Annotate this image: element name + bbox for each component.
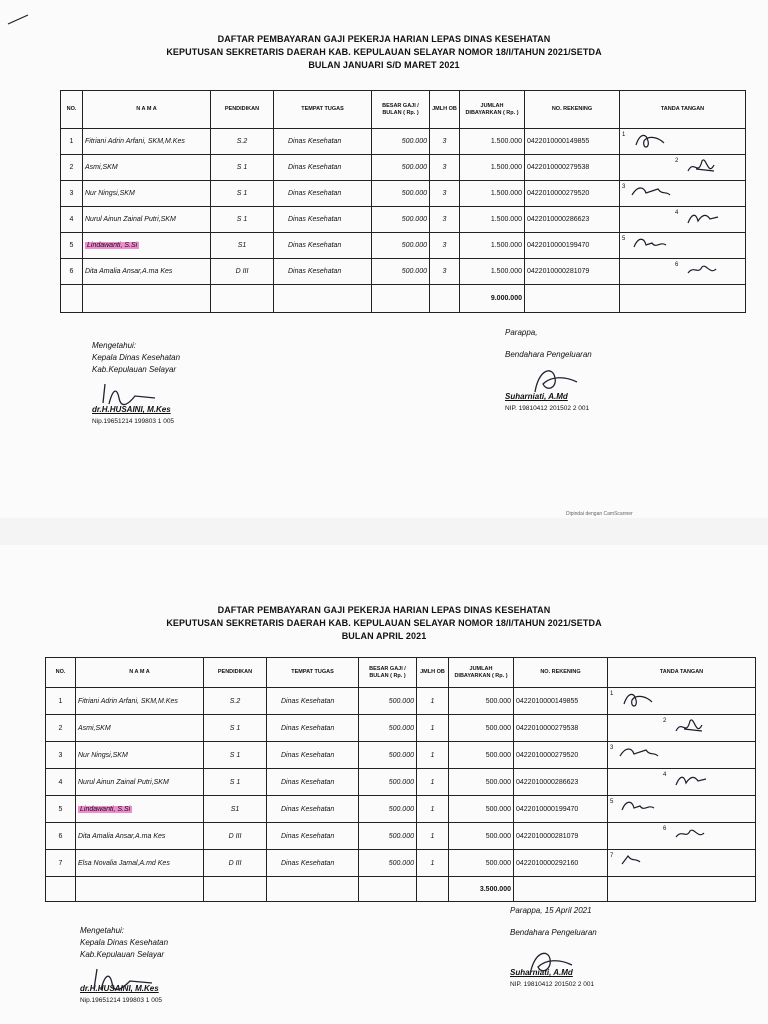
table-row [61,155,746,181]
cell-rekening: 0422010000279538 [525,155,620,181]
signature-scribble [684,209,728,227]
cell-signature [620,155,746,181]
cell-jumlah: 500.000 [449,769,514,796]
cell-nama: Nur Ningsi,SKM [76,742,204,769]
title-line-2: KEPUTUSAN SEKRETARIS DAERAH KAB. KEPULAUAN SELAYAR NOMOR 18/I/TAHUN 2021/SETDA [166,618,602,628]
cell-jmlh-ob: 3 [430,233,460,259]
cell-rekening: 0422010000149855 [525,129,620,155]
cell-rekening: 0422010000279520 [525,181,620,207]
cell-pendidikan: S 1 [204,742,267,769]
sheet2-title [0,604,768,643]
cell-jumlah: 500.000 [449,796,514,823]
cell-no: 5 [61,233,83,259]
cell-nama: Nurul Ainun Zainal Putri,SKM [76,769,204,796]
cell-jmlh-ob: 1 [417,796,449,823]
table-row [46,823,756,850]
cell-jmlh-ob: 3 [430,155,460,181]
cell-signature [620,207,746,233]
signature-scribble [672,771,716,789]
cell-tempat: Dinas Kesehatan [267,769,359,796]
cell-besar-gaji: 500.000 [359,715,417,742]
cell-nama: Asmi,SKM [83,155,211,181]
cell-rekening: 0422010000279538 [514,715,608,742]
table-row [46,796,756,823]
header-tempat: TEMPAT TUGAS [267,658,359,688]
cell-rekening: 0422010000199470 [525,233,620,259]
signature-scribble [684,261,728,279]
cell-jmlh-ob: 1 [417,850,449,877]
cell-pendidikan: S1 [204,796,267,823]
cell-nama [76,796,204,823]
pen-mark [6,12,32,28]
cell-signature [608,823,756,850]
cell-besar-gaji: 500.000 [359,850,417,877]
cell-no: 1 [61,129,83,155]
cell-nama: Nur Ningsi,SKM [83,181,211,207]
signature-number: 2 [663,718,667,724]
cell-besar-gaji: 500.000 [359,823,417,850]
cell-besar-gaji: 500.000 [372,207,430,233]
payment-sheet-april [0,545,768,1024]
cell-jmlh-ob: 1 [417,742,449,769]
cell-jumlah: 1.500.000 [460,259,525,285]
cell-pendidikan: S 1 [211,181,274,207]
cell-rekening: 0422010000286623 [525,207,620,233]
signature-number: 6 [663,826,667,832]
header-pendidikan: PENDIDIKAN [204,658,267,688]
cell-no: 4 [61,207,83,233]
head-nip: Nip.19651214 199803 1 005 [80,997,163,1004]
cell-no: 6 [61,259,83,285]
cell-no: 5 [46,796,76,823]
cell-pendidikan: S 1 [211,207,274,233]
treasurer-label: Bendahara Pengeluaran [505,350,592,359]
cell-tempat: Dinas Kesehatan [274,129,372,155]
signature-scribble [618,690,662,708]
signature-scribble [672,825,716,843]
cell-jumlah: 500.000 [449,742,514,769]
signature-number: 2 [675,158,679,164]
header-jumlah: JUMLAH DIBAYARKAN ( Rp. ) [460,91,525,129]
cell-rekening: 0422010000286623 [514,769,608,796]
header-rekening: NO. REKENING [525,91,620,129]
cell-tempat: Dinas Kesehatan [267,823,359,850]
cell-rekening: 0422010000279520 [514,742,608,769]
table-row [61,207,746,233]
scanner-note: Dipindai dengan CamScanner [566,511,633,517]
cell-signature [620,233,746,259]
signature-number: 1 [610,691,614,697]
cell-nama: Dita Amalia Ansar,A.ma Kes [83,259,211,285]
cell-tempat: Dinas Kesehatan [267,715,359,742]
signature-number: 7 [610,853,614,859]
table-header-row [46,658,756,688]
cell-tempat: Dinas Kesehatan [274,155,372,181]
cell-jmlh-ob: 1 [417,823,449,850]
cell-pendidikan: S.2 [211,129,274,155]
cell-tempat: Dinas Kesehatan [274,259,372,285]
header-besar: BESAR GAJI / BULAN ( Rp. ) [359,658,417,688]
treasurer-nip: NIP. 19810412 201502 2 001 [510,981,595,988]
head-name: dr.H.HUSAINI, M.Kes [80,984,159,993]
position-label: Kepala Dinas Kesehatan [92,353,181,362]
signature-number: 6 [675,262,679,268]
cell-jumlah: 500.000 [449,850,514,877]
table-row [46,688,756,715]
cell-pendidikan: S 1 [204,715,267,742]
head-nip: Nip.19651214 199803 1 005 [92,418,175,425]
cell-jmlh-ob: 3 [430,129,460,155]
title-line-1: DAFTAR PEMBAYARAN GAJI PEKERJA HARIAN LEPAS DINAS KESEHATAN [217,34,551,44]
cell-signature [620,259,746,285]
signature-scribble [630,235,674,253]
total-amount: 9.000.000 [460,285,525,313]
cell-rekening: 0422010000281079 [525,259,620,285]
cell-nama: Dita Amalia Ansar,A.ma Kes [76,823,204,850]
cell-rekening: 0422010000199470 [514,796,608,823]
cell-jumlah: 1.500.000 [460,129,525,155]
cell-signature [608,796,756,823]
cell-tempat: Dinas Kesehatan [274,233,372,259]
table-row [61,259,746,285]
cell-jmlh-ob: 1 [417,715,449,742]
cell-jumlah: 1.500.000 [460,181,525,207]
cell-jmlh-ob: 3 [430,259,460,285]
signature-scribble [630,131,674,149]
header-jmlh: JMLH OB [430,91,460,129]
cell-besar-gaji: 500.000 [372,233,430,259]
cell-pendidikan: S 1 [204,769,267,796]
title-line-3: BULAN APRIL 2021 [341,631,427,641]
cell-tempat: Dinas Kesehatan [267,850,359,877]
cell-tempat: Dinas Kesehatan [274,207,372,233]
cell-signature [608,688,756,715]
cell-no: 7 [46,850,76,877]
title-line-2: KEPUTUSAN SEKRETARIS DAERAH KAB. KEPULAUAN SELAYAR NOMOR 18/I/TAHUN 2021/SETDA [166,47,602,57]
cell-no: 2 [46,715,76,742]
cell-pendidikan: S1 [211,233,274,259]
cell-besar-gaji: 500.000 [372,129,430,155]
cell-besar-gaji: 500.000 [359,742,417,769]
header-ttd: TANDA TANGAN [608,658,756,688]
signature-scribble [672,717,716,735]
cell-tempat: Dinas Kesehatan [267,796,359,823]
table-row [61,129,746,155]
cell-besar-gaji: 500.000 [372,155,430,181]
region-label: Kab.Kepulauan Selayar [80,950,165,959]
header-no: NO. [61,91,83,129]
cell-jmlh-ob: 1 [417,769,449,796]
header-nama: N A M A [83,91,211,129]
highlighted-name: Lindawanti, S.Si [87,242,138,249]
treasurer-nip: NIP. 19810412 201502 2 001 [505,405,590,412]
cell-signature [608,742,756,769]
cell-rekening: 0422010000292160 [514,850,608,877]
highlighted-name: Lindawanti, S.Si [80,805,131,813]
cell-signature [620,129,746,155]
sheet1-title [0,33,768,72]
treasurer-signature [520,943,580,979]
cell-no: 3 [46,742,76,769]
place-date-label: Parappa, 15 April 2021 [510,906,592,915]
signature-number: 5 [610,799,614,805]
cell-pendidikan: D III [204,823,267,850]
cell-rekening: 0422010000281079 [514,823,608,850]
treasurer-signature [525,362,585,398]
cell-rekening: 0422010000149855 [514,688,608,715]
header-tempat: TEMPAT TUGAS [274,91,372,129]
cell-besar-gaji: 500.000 [359,769,417,796]
header-no: NO. [46,658,76,688]
payment-table-2 [45,657,756,902]
header-pendidikan: PENDIDIKAN [211,91,274,129]
cell-jumlah: 1.500.000 [460,233,525,259]
cell-besar-gaji: 500.000 [372,259,430,285]
header-jumlah: JUMLAH DIBAYARKAN ( Rp. ) [449,658,514,688]
cell-nama: Nurul Ainun Zainal Putri,SKM [83,207,211,233]
cell-besar-gaji: 500.000 [372,181,430,207]
cell-nama [83,233,211,259]
table-row [46,715,756,742]
signature-number: 3 [610,745,614,751]
cell-tempat: Dinas Kesehatan [267,742,359,769]
cell-nama: Asmi,SKM [76,715,204,742]
cell-jumlah: 500.000 [449,715,514,742]
table-row [46,742,756,769]
cell-jumlah: 500.000 [449,823,514,850]
cell-besar-gaji: 500.000 [359,688,417,715]
header-jmlh: JMLH OB [417,658,449,688]
treasurer-name: Suharniati, A.Md [510,968,573,977]
signature-scribble [618,852,662,870]
cell-no: 6 [46,823,76,850]
position-label: Kepala Dinas Kesehatan [80,938,169,947]
region-label: Kab.Kepulauan Selayar [92,365,177,374]
treasurer-label: Bendahara Pengeluaran [510,928,597,937]
cell-no: 2 [61,155,83,181]
mengetahui-label: Mengetahui: [92,341,137,350]
place-date-label: Parappa, [505,328,538,337]
payment-table-1 [60,90,746,313]
title-line-3: BULAN JANUARI S/D MARET 2021 [308,60,460,70]
cell-jumlah: 500.000 [449,688,514,715]
cell-tempat: Dinas Kesehatan [274,181,372,207]
table-row [61,233,746,259]
header-nama: N A M A [76,658,204,688]
signature-number: 1 [622,132,626,138]
cell-pendidikan: S.2 [204,688,267,715]
cell-besar-gaji: 500.000 [359,796,417,823]
header-rekening: NO. REKENING [514,658,608,688]
table-row [46,850,756,877]
cell-no: 1 [46,688,76,715]
signature-scribble [630,183,674,201]
cell-jmlh-ob: 3 [430,181,460,207]
cell-nama: Fitriani Adrin Arfani, SKM,M.Kes [76,688,204,715]
treasurer-name: Suharniati, A.Md [505,392,568,401]
signature-scribble [684,157,728,175]
table-body-2 [46,688,756,877]
cell-pendidikan: D III [204,850,267,877]
mengetahui-label: Mengetahui: [80,926,125,935]
table-body-1 [61,129,746,285]
signature-scribble [618,744,662,762]
cell-no: 4 [46,769,76,796]
header-besar: BESAR GAJI / BULAN ( Rp. ) [372,91,430,129]
cell-jumlah: 1.500.000 [460,155,525,181]
cell-signature [620,181,746,207]
cell-pendidikan: D III [211,259,274,285]
signature-number: 3 [622,184,626,190]
cell-no: 3 [61,181,83,207]
cell-jumlah: 1.500.000 [460,207,525,233]
signature-number: 4 [663,772,667,778]
header-ttd: TANDA TANGAN [620,91,746,129]
cell-signature [608,850,756,877]
cell-signature [608,715,756,742]
total-row [61,285,746,313]
cell-nama: Fitriani Adrin Arfani, SKM,M.Kes [83,129,211,155]
total-row [46,877,756,902]
head-name: dr.H.HUSAINI, M.Kes [92,405,171,414]
table-header-row [61,91,746,129]
table-row [61,181,746,207]
cell-jmlh-ob: 1 [417,688,449,715]
cell-nama: Elsa Novalia Jamal,A.md Kes [76,850,204,877]
signature-number: 4 [675,210,679,216]
head-signature [88,963,158,993]
cell-jmlh-ob: 3 [430,207,460,233]
title-line-1: DAFTAR PEMBAYARAN GAJI PEKERJA HARIAN LEPAS DINAS KESEHATAN [217,605,551,615]
cell-signature [608,769,756,796]
signature-number: 5 [622,236,626,242]
total-amount: 3.500.000 [449,877,514,902]
cell-tempat: Dinas Kesehatan [267,688,359,715]
head-signature [95,378,165,408]
table-row [46,769,756,796]
cell-pendidikan: S 1 [211,155,274,181]
signature-scribble [618,798,662,816]
